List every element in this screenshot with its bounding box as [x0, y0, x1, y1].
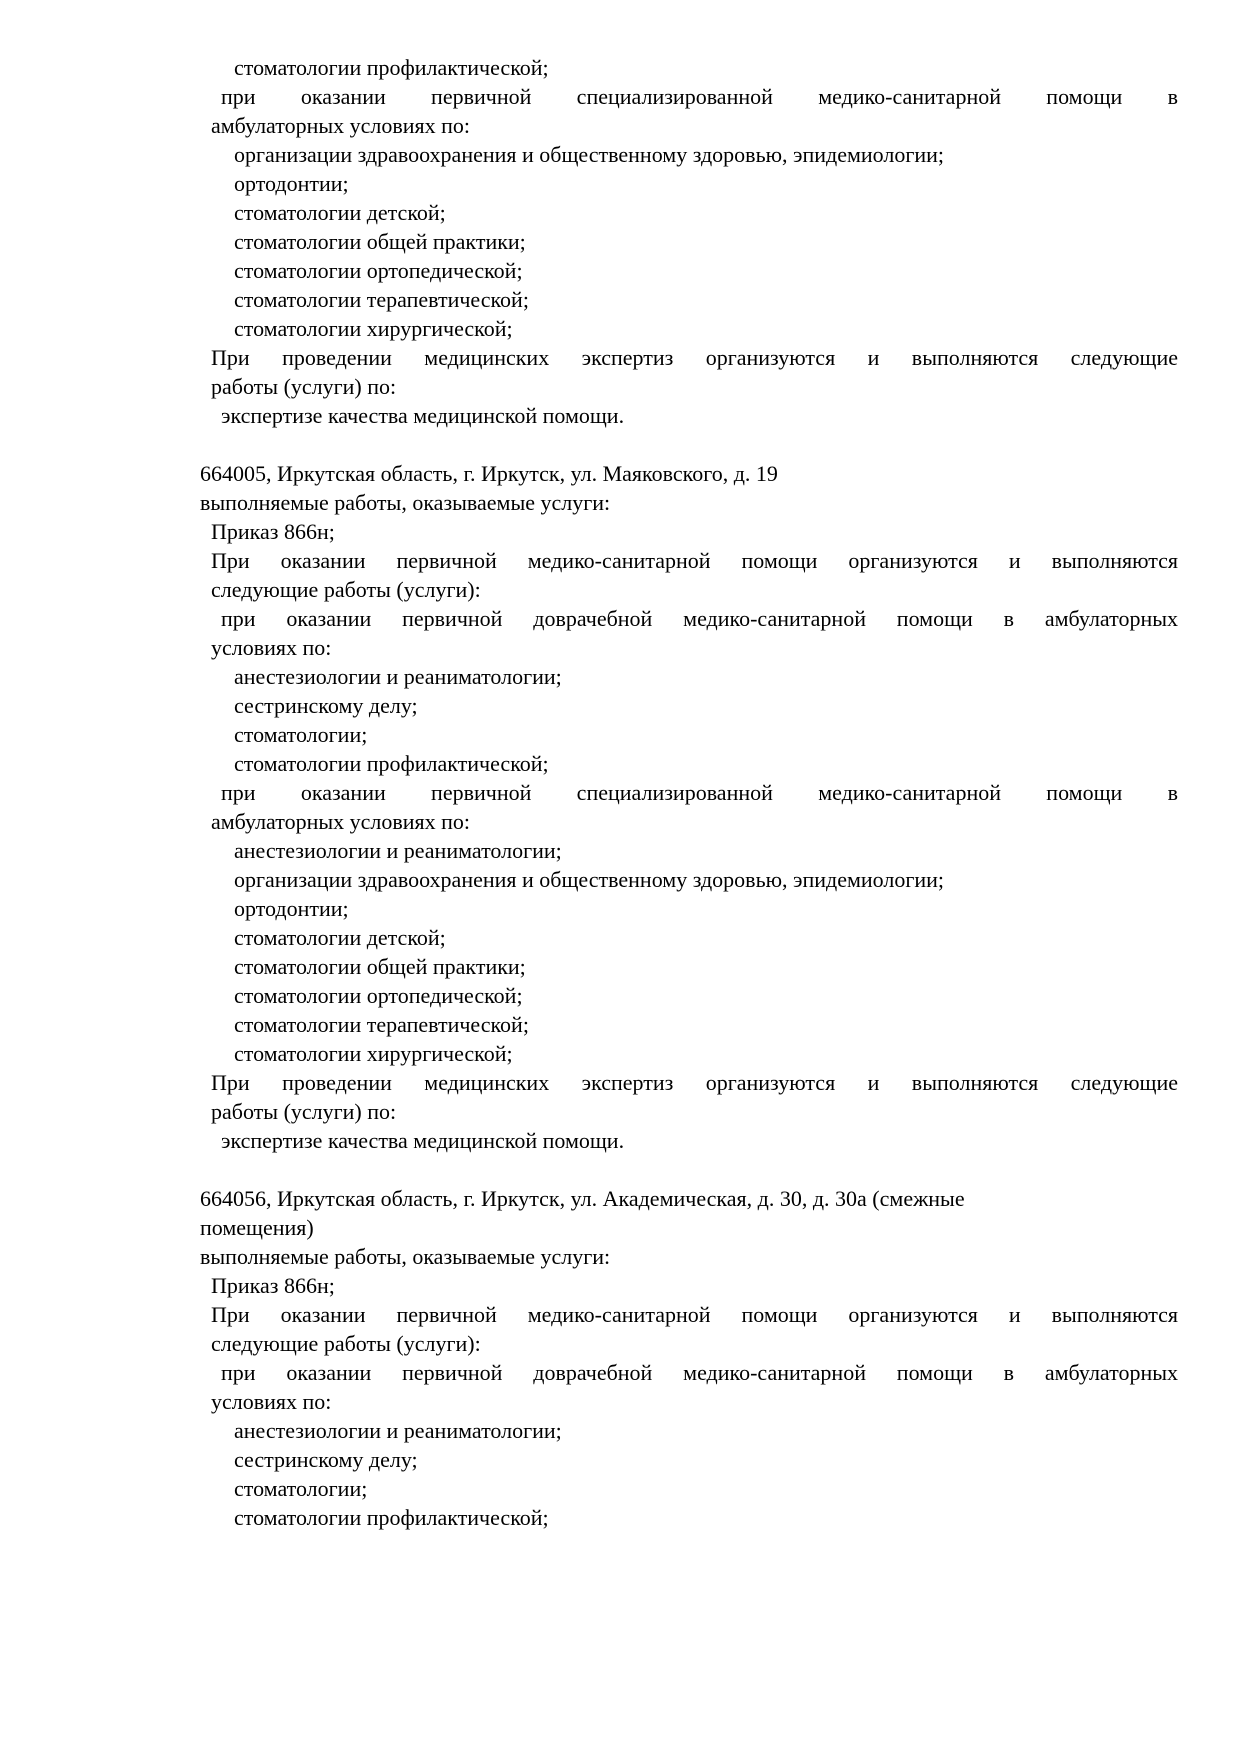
- text-line: При оказании первичной медико-санитарной помощи организуются и выполняются: [211, 548, 1178, 573]
- text-line: [200, 1155, 1178, 1184]
- text-line: следующие работы (услуги):: [211, 577, 481, 602]
- text-line: анестезиологии и реаниматологии;: [234, 838, 562, 863]
- text-line: условиях по:: [211, 635, 332, 660]
- text-line: стоматологии детской;: [234, 925, 446, 950]
- text-line: При оказании первичной медико-санитарной помощи организуются и выполняются: [211, 1302, 1178, 1327]
- text-line: при оказании первичной доврачебной медико-санитарной помощи в амбулаторных: [221, 1360, 1178, 1385]
- text-line: Приказ 866н;: [211, 519, 335, 544]
- text-line: следующие работы (услуги):: [211, 1331, 481, 1356]
- text-line: организации здравоохранения и общественному здоровью, эпидемиологии;: [234, 142, 945, 167]
- text-line: стоматологии хирургической;: [234, 316, 513, 341]
- text-line: выполняемые работы, оказываемые услуги:: [200, 490, 611, 515]
- text-line: ортодонтии;: [234, 171, 349, 196]
- text-line: 664005, Иркутская область, г. Иркутск, ул. Маяковского, д. 19: [200, 461, 778, 486]
- text-line: стоматологии профилактической;: [234, 55, 549, 80]
- text-line: работы (услуги) по:: [211, 1099, 397, 1124]
- text-line: при оказании первичной специализированной медико-санитарной помощи в: [221, 84, 1178, 109]
- text-line: стоматологии ортопедической;: [234, 258, 523, 283]
- text-line: анестезиологии и реаниматологии;: [234, 664, 562, 689]
- text-line: работы (услуги) по:: [211, 374, 397, 399]
- text-line: помещения): [200, 1215, 314, 1240]
- text-line: [200, 430, 1178, 459]
- text-line: стоматологии;: [234, 1476, 368, 1501]
- text-line: стоматологии общей практики;: [234, 954, 526, 979]
- text-line: при оказании первичной специализированной медико-санитарной помощи в: [221, 780, 1178, 805]
- text-line: 664056, Иркутская область, г. Иркутск, ул. Академическая, д. 30, д. 30а (смежные: [200, 1186, 965, 1211]
- text-line: сестринскому делу;: [234, 1447, 418, 1472]
- text-line: При проведении медицинских экспертиз организуются и выполняются следующие: [211, 1070, 1178, 1095]
- text-line: при оказании первичной доврачебной медико-санитарной помощи в амбулаторных: [221, 606, 1178, 631]
- text-line: экспертизе качества медицинской помощи.: [221, 403, 625, 428]
- text-line: ортодонтии;: [234, 896, 349, 921]
- text-line: стоматологии детской;: [234, 200, 446, 225]
- text-line: стоматологии;: [234, 722, 368, 747]
- text-line: амбулаторных условиях по:: [211, 113, 471, 138]
- text-line: стоматологии терапевтической;: [234, 287, 529, 312]
- text-line: выполняемые работы, оказываемые услуги:: [200, 1244, 611, 1269]
- text-line: сестринскому делу;: [234, 693, 418, 718]
- text-line: анестезиологии и реаниматологии;: [234, 1418, 562, 1443]
- text-line: Приказ 866н;: [211, 1273, 335, 1298]
- text-line: При проведении медицинских экспертиз организуются и выполняются следующие: [211, 345, 1178, 370]
- text-line: амбулаторных условиях по:: [211, 809, 471, 834]
- text-line: стоматологии профилактической;: [234, 751, 549, 776]
- text-line: стоматологии ортопедической;: [234, 983, 523, 1008]
- text-line: стоматологии хирургической;: [234, 1041, 513, 1066]
- text-line: стоматологии терапевтической;: [234, 1012, 529, 1037]
- text-line: стоматологии общей практики;: [234, 229, 526, 254]
- text-line: условиях по:: [211, 1389, 332, 1414]
- document-page: [200, 53, 1178, 1532]
- text-line: стоматологии профилактической;: [234, 1505, 549, 1530]
- text-line: экспертизе качества медицинской помощи.: [221, 1128, 625, 1153]
- text-line: организации здравоохранения и общественному здоровью, эпидемиологии;: [234, 867, 945, 892]
